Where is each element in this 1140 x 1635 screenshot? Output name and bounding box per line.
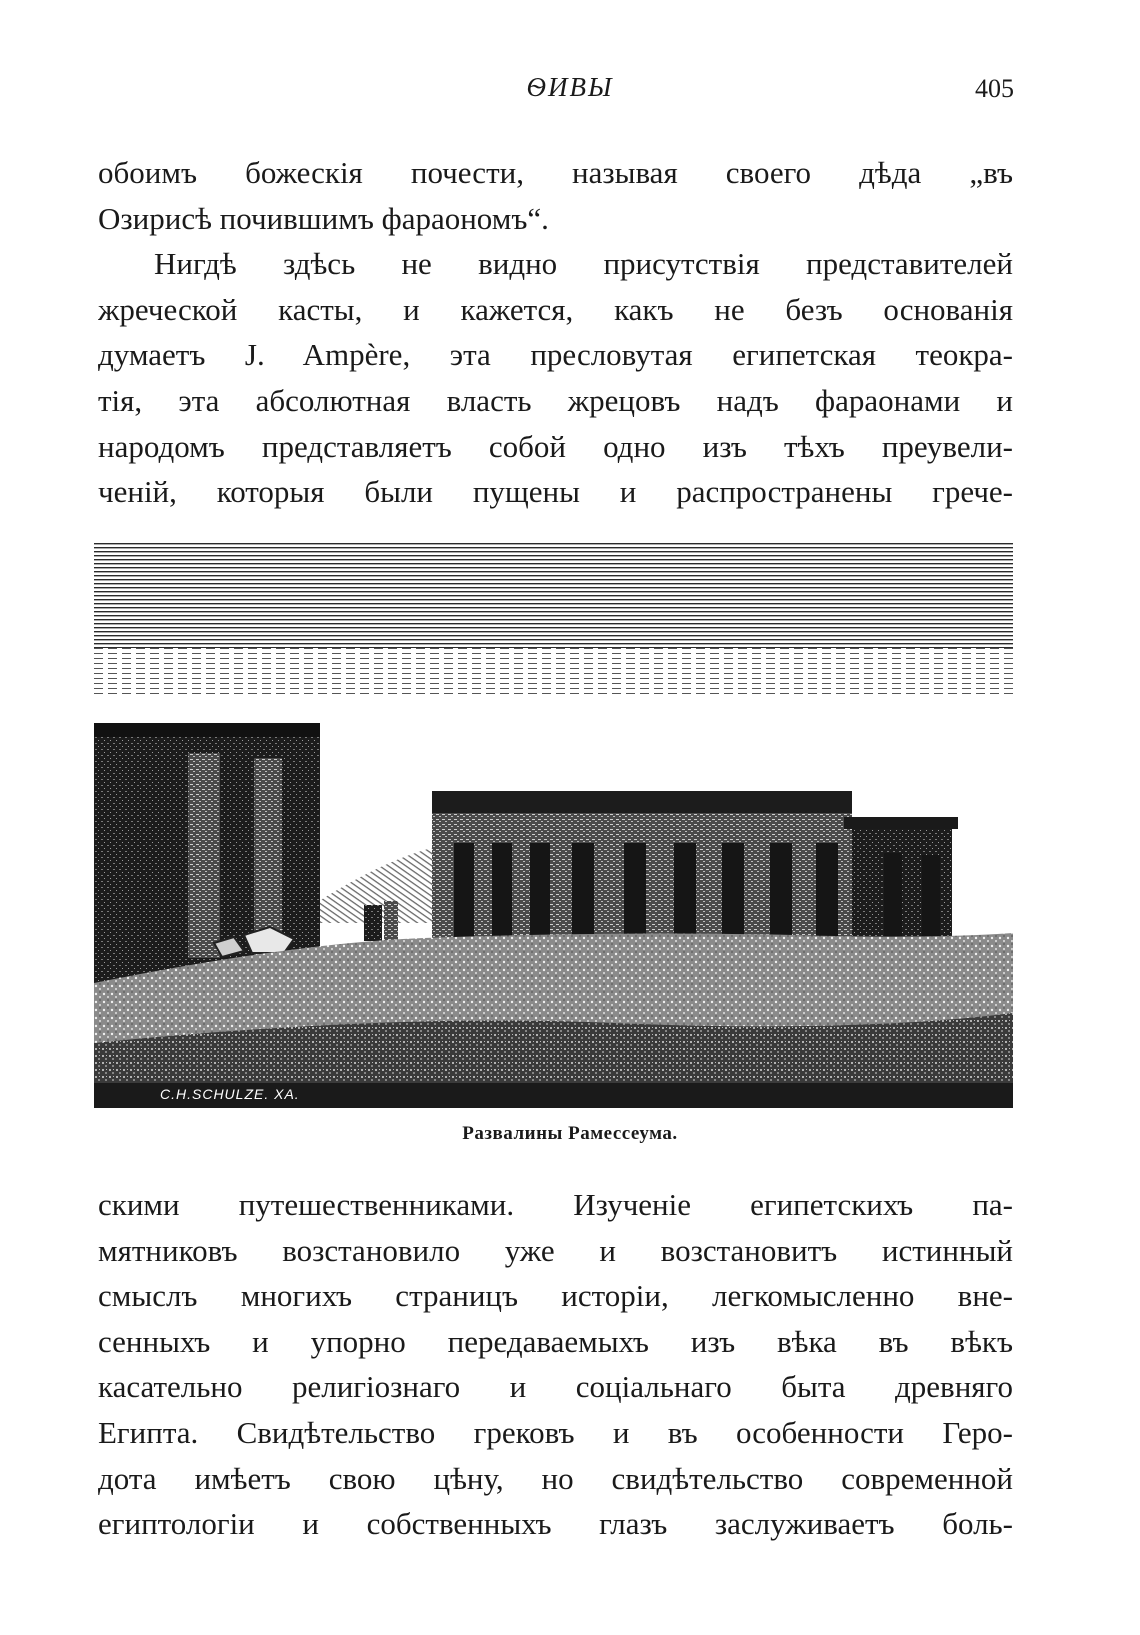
text-line: дота имѣетъ свою цѣну, но свидѣтельство современной	[98, 1460, 1013, 1496]
text-line: египтологіи и собственныхъ глазъ заслуживаетъ боль-	[98, 1506, 1013, 1542]
text-line: ченій, которыя были пущены и распространены грече-	[98, 474, 1013, 510]
body-text-bottom	[98, 1182, 1013, 1547]
text-line: скими путешественниками. Изученіе египетскихъ па-	[98, 1187, 1013, 1222]
text-line: тія, эта абсолютная власть жрецовъ надъ фараонами и	[98, 382, 1013, 418]
text-line: сенныхъ и упорно передаваемыхъ изъ вѣка въ вѣкъ	[98, 1323, 1013, 1359]
engraver-signature: C.H.SCHULZE. XA.	[160, 1086, 300, 1102]
text-line: жреческой касты, и кажется, какъ не безъ основанія	[98, 291, 1013, 327]
text-line: смыслъ многихъ страницъ исторіи, легкомысленно вне-	[98, 1278, 1013, 1314]
text-line: касательно религіознаго и соціальнаго быта древняго	[98, 1369, 1013, 1405]
text-line: мятниковъ возстановило уже и возстановитъ истинный	[98, 1232, 1013, 1268]
text-line: народомъ представляетъ собой одно изъ тѣхъ преувели-	[98, 428, 1013, 464]
text-line: Озирисѣ почившимъ фараономъ“.	[98, 200, 549, 236]
body-text-top	[98, 150, 1013, 515]
text-line: обоимъ божескія почести, называя своего дѣда „въ	[98, 155, 1013, 190]
page-number: 405	[975, 74, 1014, 103]
running-title: ѲИВЫ	[526, 72, 614, 102]
text-line: Египта. Свидѣтельство грековъ и въ особенности Геро-	[98, 1414, 1013, 1450]
text-line: думаетъ J. Ampère, эта пресловутая египетская теокра-	[98, 337, 1013, 373]
text-line: Нигдѣ здѣсь не видно присутствія представителей	[154, 246, 1013, 282]
figure-caption: Развалины Рамессеума.	[462, 1123, 678, 1144]
ramesseum-engraving	[94, 543, 1013, 1108]
